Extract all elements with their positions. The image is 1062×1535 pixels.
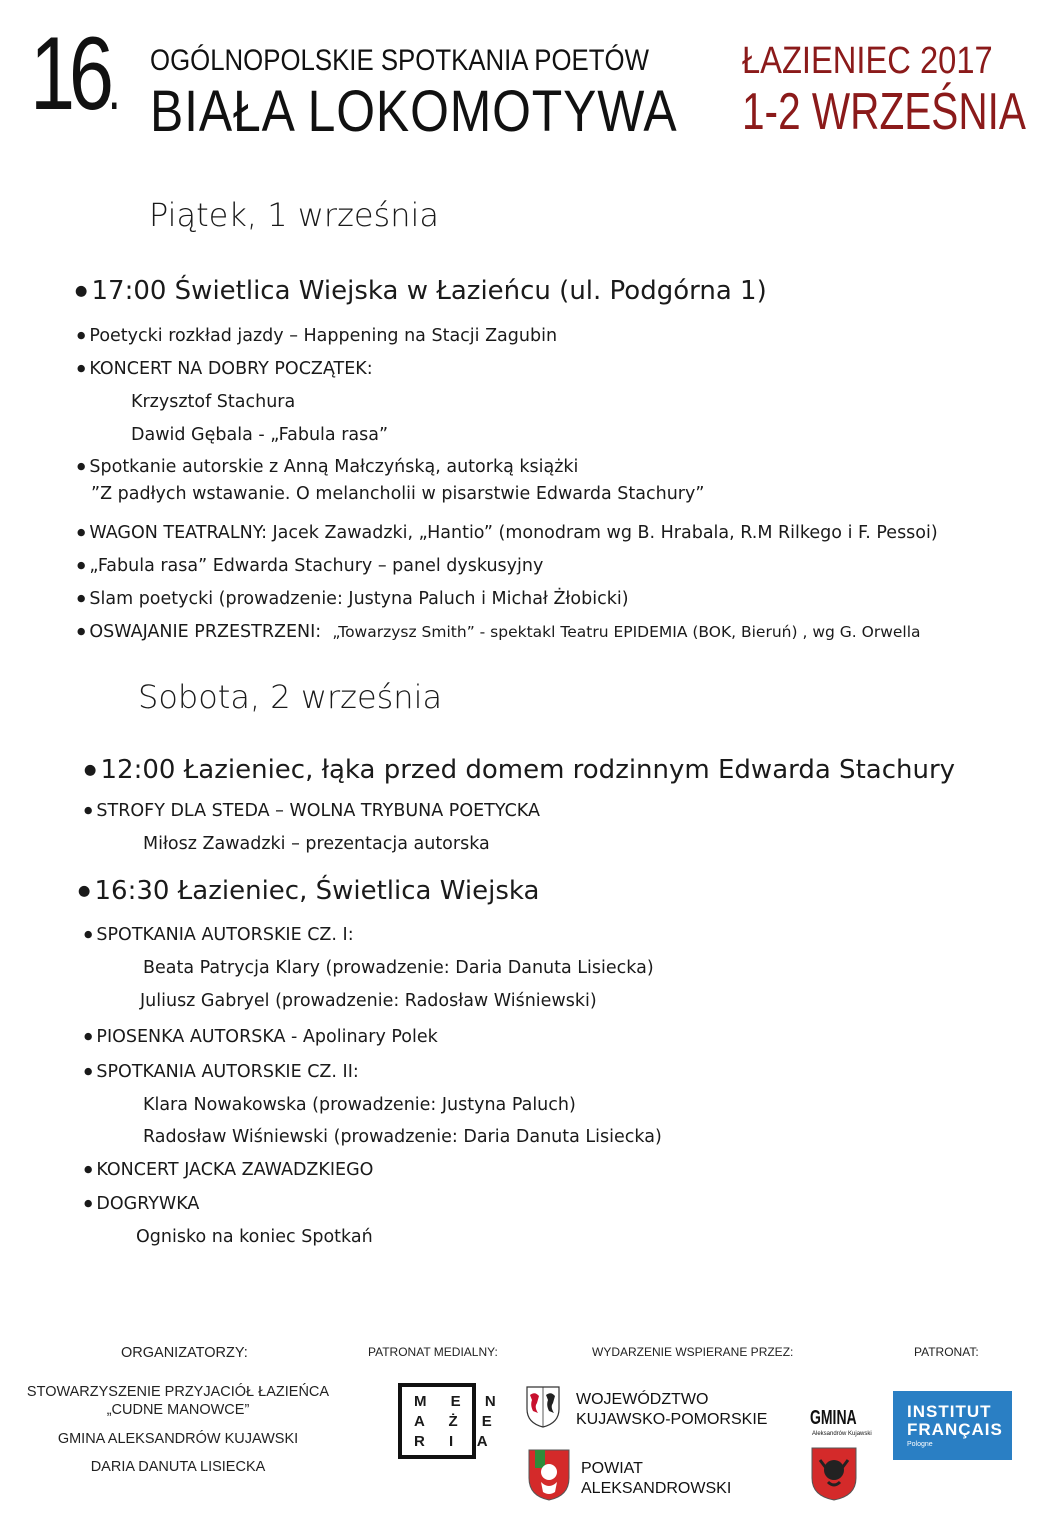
menazeria-logo-line: R I A (414, 1433, 498, 1450)
program-item-label: OSWAJANIE PRZESTRZENI: (89, 622, 322, 642)
program-subitem: Juliusz Gabryel (prowadzenie: Radosław Wiśniewski) (140, 991, 597, 1011)
institut-logo-country: Pologne (907, 1441, 933, 1448)
gmina-logo-text: GMINA (810, 1407, 857, 1429)
program-item (77, 622, 921, 642)
voivodeship-crest-icon (525, 1385, 561, 1433)
institut-francais-logo (893, 1391, 1012, 1460)
county-name (581, 1459, 731, 1499)
program-item: ● Spotkanie autorskie z Anną Małczyńską, autorką książki (77, 457, 578, 477)
institut-logo-line: FRANÇAIS (907, 1420, 1003, 1439)
program-item: ● STROFY DLA STEDA – WOLNA TRYBUNA POETYCKA (84, 801, 540, 821)
gmina-crest-icon (810, 1446, 858, 1506)
program-subitem: Radosław Wiśniewski (prowadzenie: Daria Danuta Lisiecka) (143, 1127, 662, 1147)
program-item: ● SPOTKANIA AUTORSKIE CZ. II: (84, 1062, 359, 1082)
county-line: POWIAT (581, 1460, 643, 1477)
program-item: ● WAGON TEATRALNY: Jacek Zawadzki, „Hantio” (monodram wg B. Hrabala, R.M Rilkego i F. Pessoi) (77, 523, 938, 543)
program-subitem: Ognisko na koniec Spotkań (136, 1227, 373, 1247)
program-item: ● SPOTKANIA AUTORSKIE CZ. I: (84, 925, 354, 945)
county-crest-icon (527, 1448, 571, 1506)
program-subitem: Krzysztof Stachura (131, 392, 296, 412)
menazeria-logo-line: M E N (414, 1393, 506, 1410)
organizer-line: STOWARZYSZENIE PRZYJACIÓŁ ŁAZIEŃCA (26, 1384, 330, 1400)
program-item: ● „Fabula rasa” Edwarda Stachury – panel dyskusyjny (77, 556, 543, 576)
patronage-label: PATRONAT: (914, 1345, 979, 1359)
edition-number: 16. (30, 16, 115, 132)
event-subtitle: OGÓLNOPOLSKIE SPOTKANIA POETÓW (150, 44, 649, 77)
menazeria-logo-line: A Ż E (414, 1413, 502, 1430)
program-subitem: Klara Nowakowska (prowadzenie: Justyna Paluch) (143, 1095, 576, 1115)
program-subitem: Beata Patrycja Klary (prowadzenie: Daria Danuta Lisiecka) (143, 958, 654, 978)
media-patronage-label: PATRONAT MEDIALNY: (368, 1345, 498, 1359)
organizer-line: GMINA ALEKSANDRÓW KUJAWSKI (57, 1431, 299, 1447)
event-dates: 1-2 WRZEŚNIA (742, 83, 1026, 141)
program-item: ● DOGRYWKA (84, 1194, 199, 1214)
program-subitem: Dawid Gębala - „Fabula rasa” (131, 425, 389, 445)
voivodeship-name (576, 1390, 767, 1430)
gmina-logo-subtext: Aleksandrów Kujawski (812, 1431, 872, 1437)
program-item: ● KONCERT JACKA ZAWADZKIEGO (84, 1160, 373, 1180)
voivodeship-line: WOJEWÓDZTWO (576, 1391, 709, 1408)
voivodeship-line: KUJAWSKO-POMORSKIE (576, 1411, 768, 1428)
program-item: ● Poetycki rozkład jazdy – Happening na Stacji Zagubin (77, 326, 557, 346)
edition-dot: . (107, 55, 115, 122)
program-item: ● KONCERT NA DOBRY POCZĄTEK: (77, 359, 373, 379)
event-place-year: ŁAZIENIEC 2017 (742, 40, 993, 82)
menazeria-logo (398, 1383, 506, 1459)
supported-by-label: WYDARZENIE WSPIERANE PRZEZ: (592, 1345, 794, 1359)
venue-saturday-1: ● 12:00 Łazieniec, łąka przed domem rodzinnym Edwarda Stachury (84, 755, 955, 785)
event-title: BIAŁA LOKOMOTYWA (150, 79, 678, 144)
program-item: ● Slam poetycki (prowadzenie: Justyna Paluch i Michał Żłobicki) (77, 589, 629, 609)
day-heading-saturday: Sobota, 2 września (138, 678, 443, 716)
organizers-label: ORGANIZATORZY: (121, 1345, 248, 1361)
program-item-detail: „Towarzysz Smith” - spektakl Teatru EPIDEMIA (BOK, Bieruń) , wg G. Orwella (332, 623, 921, 641)
county-line: ALEKSANDROWSKI (581, 1480, 732, 1497)
venue-friday: ● 17:00 Świetlica Wiejska w Łazieńcu (ul. Podgórna 1) (75, 276, 767, 306)
program-subitem: ”Z padłych wstawanie. O melancholii w pisarstwie Edwarda Stachury” (91, 484, 705, 504)
organizer-line: DARIA DANUTA LISIECKA (90, 1459, 266, 1475)
day-heading-friday: Piątek, 1 września (149, 196, 439, 234)
institut-logo-line: INSTITUT (907, 1402, 992, 1421)
program-subitem: Miłosz Zawadzki – prezentacja autorska (143, 834, 490, 854)
organizer-line: „CUDNE MANOWCE” (106, 1402, 250, 1418)
program-item: ● PIOSENKA AUTORSKA - Apolinary Polek (84, 1027, 438, 1047)
venue-saturday-2: ● 16:30 Łazieniec, Świetlica Wiejska (78, 876, 539, 906)
